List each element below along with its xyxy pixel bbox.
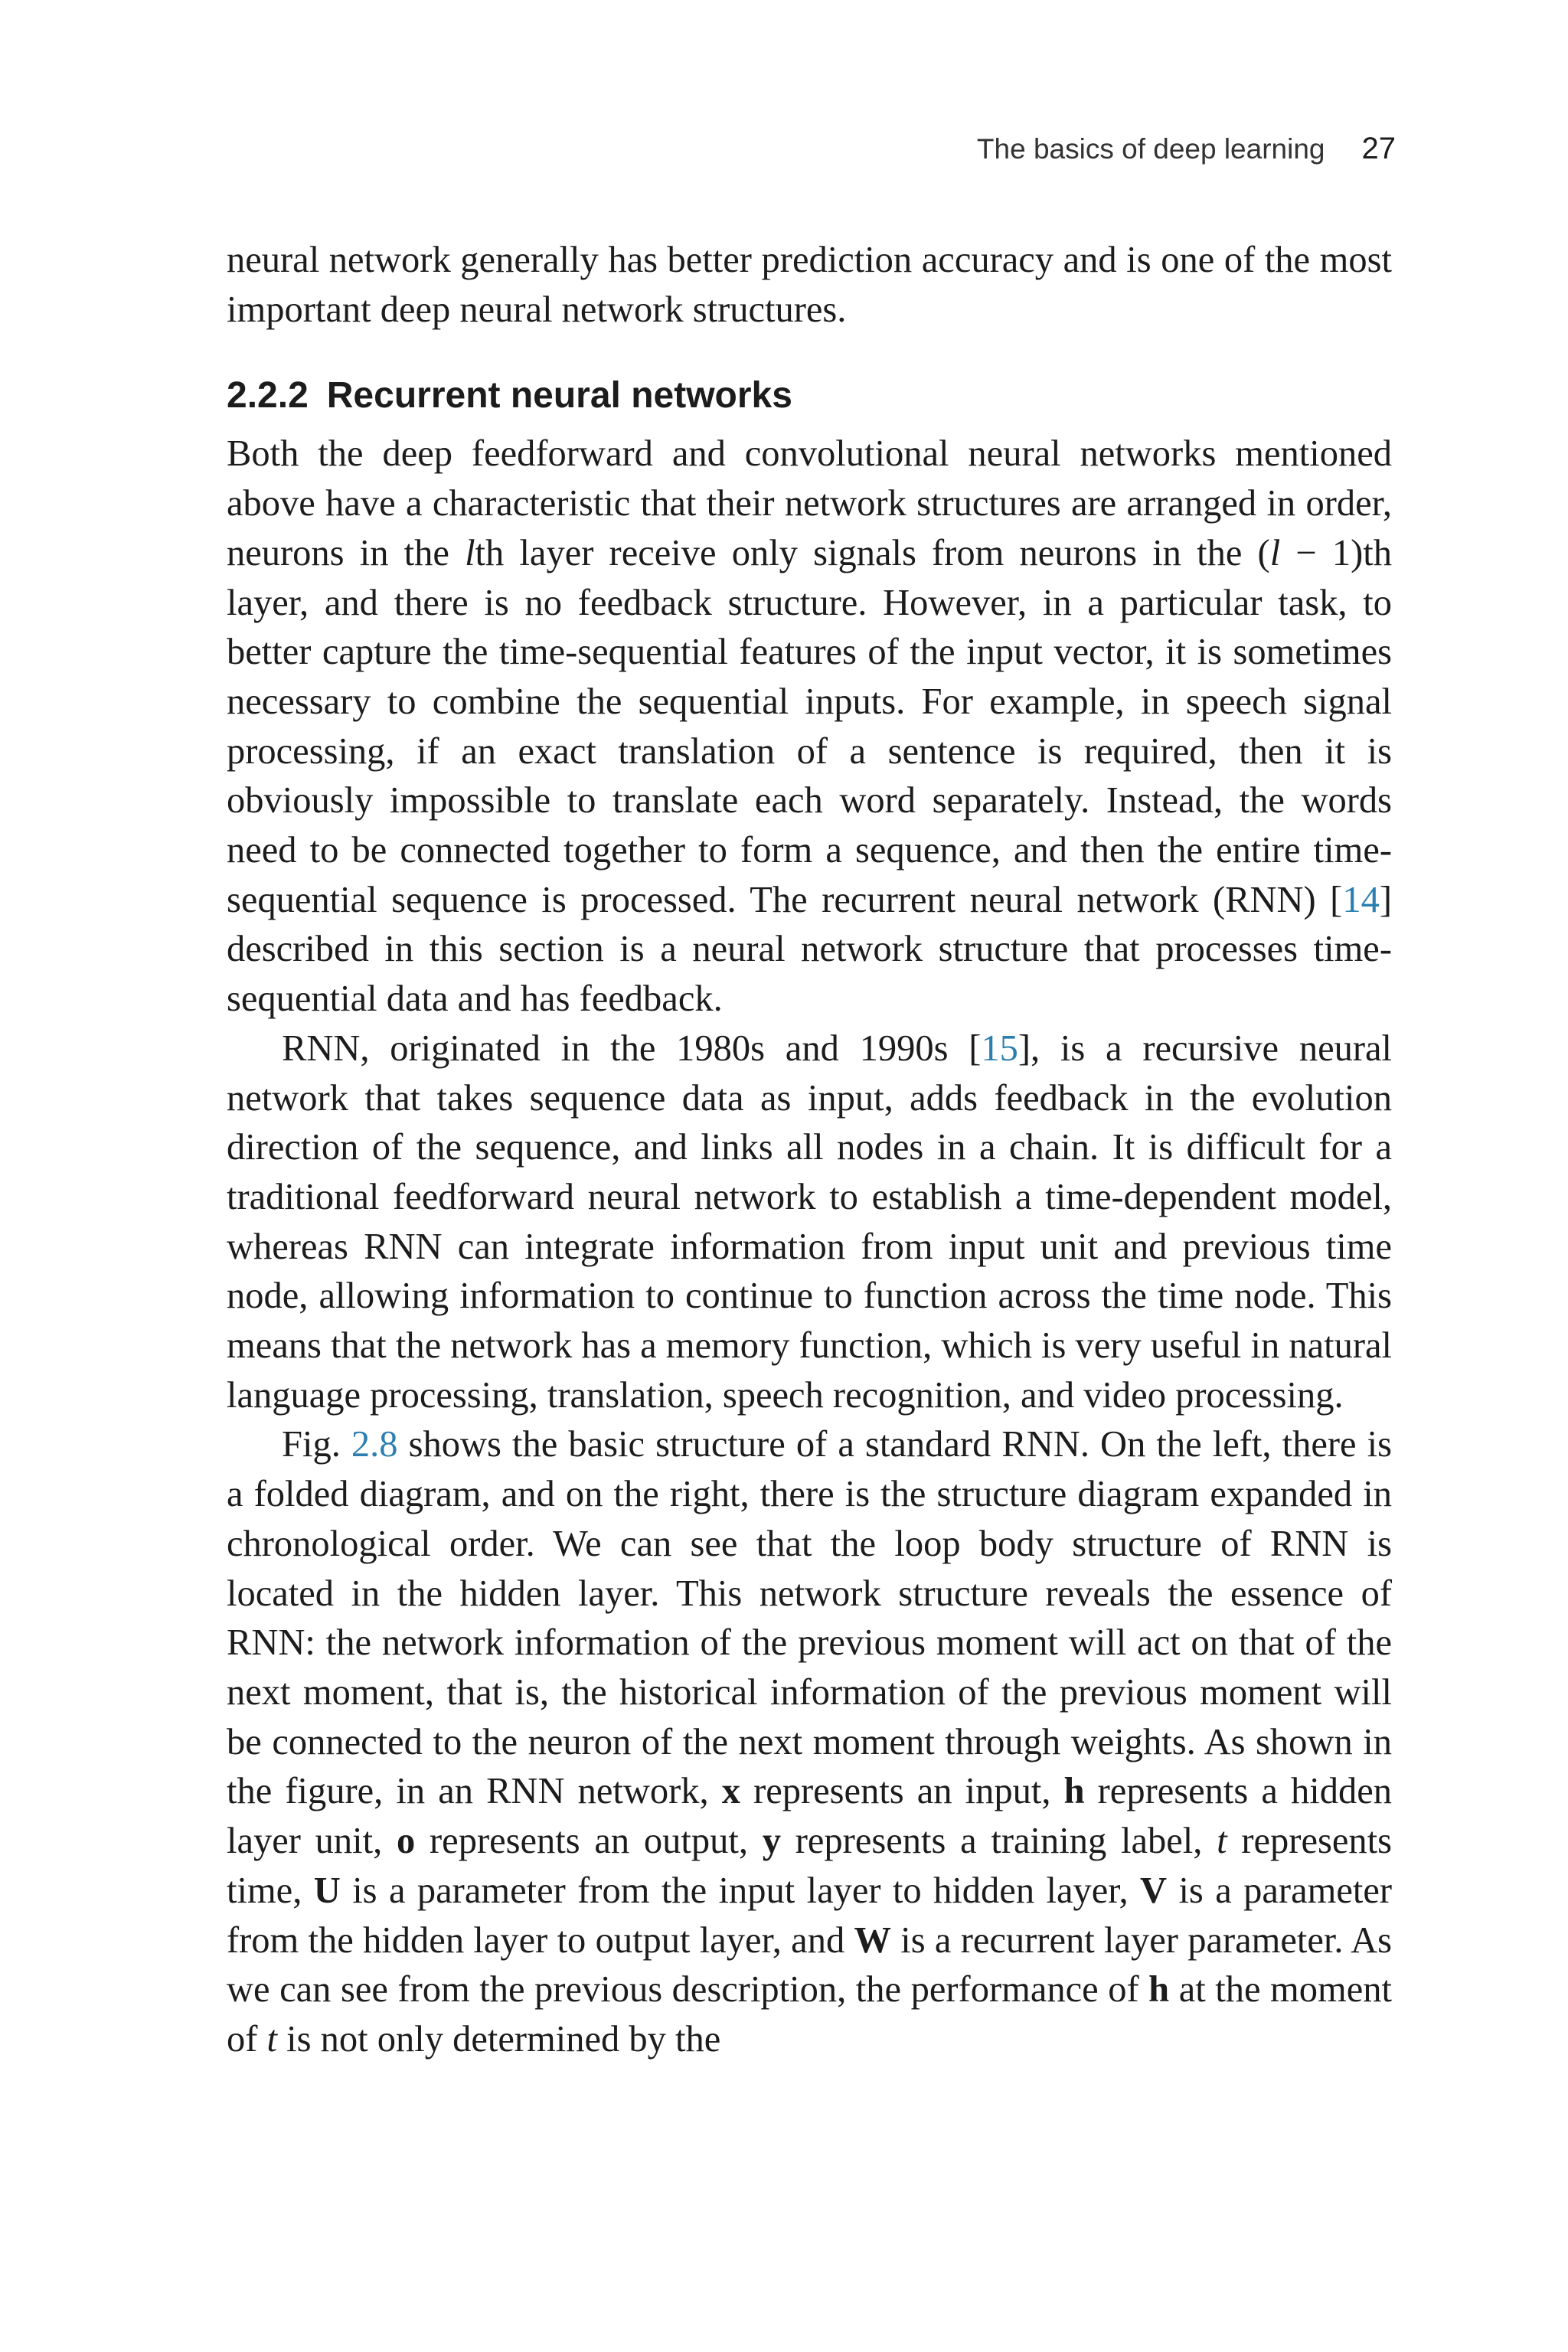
symbol-y: y — [762, 1821, 781, 1862]
symbol-t: t — [1217, 1821, 1227, 1862]
para3-text-7: represents time, — [227, 1821, 1392, 1911]
section-title: Recurrent neural networks — [326, 375, 792, 416]
page-number: 27 — [1361, 132, 1396, 165]
symbol-U: U — [313, 1870, 341, 1911]
para2-text-2: ], is a recursive neural network that takes sequence data as input, adds feedback in the evolution direction of the sequence, and links all nodes in a chain. It is difficult for a traditional feedforward neural network to establish a time-dependent model, whereas RNN can integrate information from input unit and previous time node, allowing information to continue to function across the time node. This means that the network has a memory function, which is very useful in natural language processing, translation, speech recognition, and video processing. — [227, 1027, 1392, 1416]
para3-text-9: is a parameter from the hidden layer to output layer, and — [227, 1870, 1393, 1961]
running-head — [977, 132, 1396, 166]
citation-link[interactable]: 15 — [981, 1027, 1018, 1069]
paragraph-1 — [227, 430, 1392, 1024]
paragraph-3 — [227, 1420, 1392, 2064]
math-var-l: l — [465, 532, 475, 573]
para1-text-3: − 1)th layer, and there is no feedback structure. However, in a particular task, to better capture the time-sequential features of the input vector, it is sometimes necessary to combine the sequential inputs. For example, in speech signal processing, if an exact translation of a sentence is required, then it is obviously impossible to translate each word separately. Instead, the words need to be connected together to form a sequence, and then the entire time-sequential sequence is processed. The recurrent neural network (RNN) [ — [227, 532, 1393, 920]
para3-text-2: shows the basic structure of a standard RNN. On the left, there is a folded diagram, and on the right, there is the structure diagram expanded in chronological order. We can see that the loop body structure of RNN is located in the hidden layer. This network structure reveals the essence of RNN: the network information of the previous moment will act on that of the next moment, that is, the historical information of the previous moment will be connected to the neuron of the next moment through weights. As shown in the figure, in an RNN network, — [227, 1424, 1392, 1812]
section-number: 2.2.2 — [227, 375, 309, 416]
para3-text-4: represents a hidden layer unit, — [227, 1771, 1392, 1862]
symbol-t: t — [266, 2018, 278, 2060]
symbol-x: x — [721, 1771, 740, 1812]
section-heading — [227, 371, 1392, 420]
para1-text-2: th layer receive only signals from neurons in the ( — [475, 532, 1270, 573]
symbol-V: V — [1140, 1870, 1168, 1911]
intro-text: neural network generally has better prediction accuracy and is one of the most important deep neural network structures. — [227, 240, 1392, 330]
citation-link[interactable]: 14 — [1342, 879, 1380, 920]
para3-text-1: Fig. — [282, 1424, 351, 1465]
para1-text-4: ] described in this section is a neural network structure that processes time-sequential data and has feedback. — [227, 879, 1392, 1020]
para3-text-11: at the moment of — [227, 1969, 1392, 2060]
para3-text-10: is a recurrent layer parameter. As we can see from the previous description, the performance of — [227, 1919, 1393, 2011]
para3-text-8: is a parameter from the input layer to hidden layer, — [340, 1870, 1141, 1911]
symbol-h: h — [1148, 1969, 1170, 2011]
paragraph-2 — [227, 1024, 1392, 1421]
para1-text-1: Both the deep feedforward and convolutional neural networks mentioned above have a characteristic that their network structures are arranged in order, neurons in the — [227, 433, 1392, 573]
para3-text-6: represents a training label, — [781, 1821, 1217, 1862]
symbol-h: h — [1063, 1771, 1085, 1812]
para2-text-1: RNN, originated in the 1980s and 1990s [ — [282, 1027, 982, 1069]
para3-text-3: represents an input, — [740, 1771, 1064, 1812]
symbol-W: W — [854, 1919, 891, 1961]
running-title: The basics of deep learning — [976, 133, 1325, 165]
intro-paragraph — [227, 236, 1392, 335]
math-var-l: l — [1269, 532, 1281, 573]
symbol-o: o — [397, 1821, 416, 1862]
para3-text-5: represents an output, — [415, 1821, 763, 1862]
figure-link[interactable]: 2.8 — [351, 1424, 398, 1465]
body-text — [227, 236, 1392, 2065]
para3-text-12: is not only determined by the — [277, 2018, 721, 2060]
